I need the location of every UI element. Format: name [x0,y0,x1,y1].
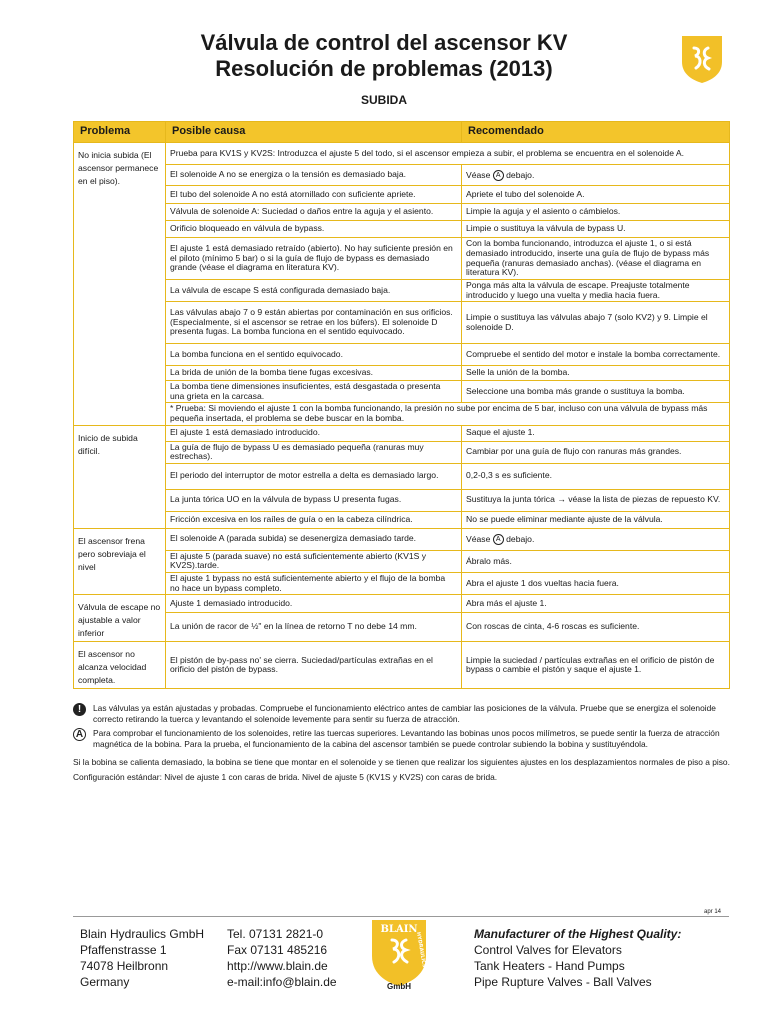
address-line: 74078 Heilbronn [80,959,169,973]
cause-cell: El solenoide A (parada subida) se desenergiza demasiado tarde. [166,528,462,550]
header-posible-causa: Posible causa [166,122,462,143]
blain-logo-icon [368,918,430,992]
logo-side-text: HYDRAULICS [414,931,428,969]
header-recomendado: Recomendado [462,122,730,143]
cause-cell: Orificio bloqueado en válvula de bypass. [166,221,462,238]
coil-heat-note: Si la bobina se calienta demasiado, la bobina se tiene que montar en el solenoide y se tienen que realizar los siguientes ajustes en los desplazamientos normales de piso a piso. [73,757,730,767]
product-line: Pipe Rupture Valves - Ball Valves [474,975,652,989]
footer-divider [73,916,729,917]
recommendation-cell: Ábralo más. [462,550,730,572]
table-row [74,550,730,572]
document-title [0,30,768,82]
table-row [74,280,730,302]
product-line: Tank Heaters - Hand Pumps [474,959,625,973]
cause-cell: El ajuste 5 (parada suave) no está suficientemente abierto (KV1S y KV2S).tarde. [166,550,462,572]
table-row [74,186,730,204]
revision-date: apr 14 [704,909,722,915]
title-line-2: Resolución de problemas (2013) [215,56,553,81]
cause-cell: El ajuste 1 está demasiado introducido. [166,425,462,441]
standard-config-note: Configuración estándar: Nivel de ajuste 1 con caras de brida. Nivel de ajuste 5 (KV1S y KV2S) con caras de brida. [73,771,498,782]
solenoid-note-text: Para comprobar el funcionamiento de los solenoides, retire las tuercas superiores. Levantando las bobinas unos pocos milímetros, se puede sentir la fuerza de atracción magnética de la bobina. Para la prueba, el funcionamiento de la cabina del ascensor también se puede controlar subiendo la bobina y sustituyéndola. [93,728,720,749]
table-row [74,366,730,381]
cause-cell: La bomba funciona en el sentido equivocado. [166,344,462,366]
title-line-1: Válvula de control del ascensor KV [200,30,568,55]
table-row [74,595,730,613]
a-circle-icon: A [73,728,86,741]
recommendation-cell: Limpie la aguja y el asiento o cámbielos. [462,204,730,221]
recommendation-cell: 0,2-0,3 s es suficiente. [462,463,730,489]
recommendation-cell: Seleccione una bomba más grande o sustituya la bomba. [462,381,730,403]
cause-cell: El ajuste 1 bypass no está suficientemente abierto y el flujo de la bomba no hace un bypass completo. [166,572,462,594]
table-row [74,143,730,165]
notes-section [73,703,733,786]
table-row [74,425,730,441]
cause-cell: La junta tórica UO en la válvula de bypass U presenta fugas. [166,489,462,511]
cause-cell: La bomba tiene dimensiones insuficientes, está desgastada o presenta una grieta en la carcasa. [166,381,462,403]
recommendation-cell: Compruebe el sentido del motor e instale la bomba correctamente. [462,344,730,366]
recommendation-cell [462,528,730,550]
recommendation-cell: Con la bomba funcionando, introduzca el ajuste 1, o si está demasiado introducido, inserte una guía de flujo de bypass más pequeña (ranuras demasiado anchas). (véase el diagrama en literatura KV). [462,238,730,280]
problem-cell: Inicio de subida difícil. [74,425,166,528]
footer-products [474,926,681,990]
rec-prefix: Véase [466,169,491,180]
recommendation-cell: No se puede eliminar mediante ajuste de la válvula. [462,511,730,528]
problem-cell: El ascensor no alcanza velocidad completa. [74,642,166,689]
problem-cell: El ascensor frena pero sobreviaja el nivel [74,528,166,594]
troubleshooting-table [73,121,730,689]
fax: Fax 07131 485216 [227,943,328,957]
recommendation-cell: Sustituya la junta tórica → véase la lista de piezas de repuesto KV. [462,489,730,511]
a-circle-icon: A [493,534,504,545]
table-row [74,344,730,366]
cause-cell: Ajuste 1 demasiado introducido. [166,595,462,613]
phone: Tel. 07131 2821-0 [227,927,324,941]
table-header-row [74,122,730,143]
recommendation-cell [462,165,730,186]
recommendation-cell: Apriete el tubo del solenoide A. [462,186,730,204]
cause-cell: La válvula de escape S está configurada demasiado baja. [166,280,462,302]
table-row [74,381,730,403]
recommendation-cell: Saque el ajuste 1. [462,425,730,441]
logo-wordmark: BLAIN [380,924,418,935]
quality-title: Manufacturer of the Highest Quality: [474,927,682,941]
test-note-cell: * Prueba: Si moviendo el ajuste 1 con la bomba funcionando, la presión no sube por encima de 5 bar, incluso con una válvula de bypass más pequeña insertada, el problema se debe buscar en la bomba. [166,403,730,425]
cause-cell: El pistón de by-pass no' se cierra. Suciedad/partículas extrañas en el orificio del pistón de bypass. [166,642,462,689]
cause-cell: El ajuste 1 está demasiado retraído (abierto). No hay suficiente presión en el piloto (mínimo 5 bar) o si la guía de flujo de bypass es demasiado grande (véase el diagrama en literatura KV). [166,238,462,280]
cause-cell: La guía de flujo de bypass U es demasiado pequeña (ranuras muy estrechas). [166,441,462,463]
recommendation-cell: Limpie o sustituya la válvula de bypass U. [462,221,730,238]
a-circle-icon: A [493,170,504,181]
footer-contact [227,926,337,990]
rec-prefix: Véase [466,533,491,544]
cause-cell: Prueba para KV1S y KV2S: Introduzca el ajuste 5 del todo, si el ascensor empieza a subir, el problema se encuentra en el solenoide A. [166,143,730,165]
email-link[interactable]: e-mail:info@blain.de [227,975,337,989]
table-row [74,528,730,550]
solenoid-note [73,728,733,749]
recommendation-cell: Cambiar por una guía de flujo con ranuras más grandes. [462,441,730,463]
section-subtitle: SUBIDA [360,93,407,107]
blain-shield-icon [678,34,726,84]
rec-text: debajo. [506,169,535,180]
exclamation-icon: ! [73,703,86,716]
warning-note-text: Las válvulas ya están ajustadas y probadas. Compruebe el funcionamiento eléctrico antes de cambiar las posiciones de la válvula. Pruebe que se energiza el solenoide correcto retirando la tuerca y levantando el solenoide levemente para sentir su fuerza de atracción. [93,703,716,724]
warning-note [73,703,733,724]
cause-cell: El periodo del interruptor de motor estrella a delta es demasiado largo. [166,463,462,489]
rec-text: debajo. [506,533,535,544]
table-row [74,511,730,528]
table-row [74,403,730,425]
recommendation-cell: Limpie o sustituya las válvulas abajo 7 (solo KV2) y 9. Limpie el solenoide D. [462,302,730,344]
problem-cell: Válvula de escape no ajustable a valor inferior [74,595,166,642]
cause-cell: La unión de racor de ½" en la línea de retorno T no debe 14 mm. [166,612,462,641]
recommendation-cell: Ponga más alta la válvula de escape. Preajuste totalmente introducido y luego una vuelta y media hacia fuera. [462,280,730,302]
table-row [74,572,730,594]
recommendation-cell: Limpie la suciedad / partículas extrañas en el orificio de pistón de bypass o cambie el pistón y saque el ajuste 1. [462,642,730,689]
table-row [74,463,730,489]
recommendation-cell: Abra el ajuste 1 dos vueltas hacia fuera. [462,572,730,594]
cause-cell: El tubo del solenoide A no está atornillado con suficiente apriete. [166,186,462,204]
cause-cell: Fricción excesiva en los raíles de guía o en la cabeza cilíndrica. [166,511,462,528]
table-row [74,221,730,238]
table-row [74,165,730,186]
address-line: Blain Hydraulics GmbH [80,927,205,941]
cause-cell: Válvula de solenoide A: Suciedad o daños entre la aguja y el asiento. [166,204,462,221]
website-link[interactable]: http://www.blain.de [227,959,328,973]
problem-cell: No inicia subida (El ascensor permanece en el piso). [74,143,166,426]
address-line: Germany [80,975,130,989]
table-row [74,204,730,221]
table-row [74,642,730,689]
logo-gmbh: GmbH [387,982,411,991]
table-row [74,612,730,641]
cause-cell: Las válvulas abajo 7 o 9 están abiertas por contaminación en sus orificios. (Especialmente, si el ascensor se retrae en los búfers). El solenoide D presenta fugas. La bomba funciona en el sentido equivocado. [166,302,462,344]
table-row [74,489,730,511]
cause-cell: La brida de unión de la bomba tiene fugas excesivas. [166,366,462,381]
table-row [74,238,730,280]
recommendation-cell: Selle la unión de la bomba. [462,366,730,381]
table-row [74,302,730,344]
address-line: Pfaffenstrasse 1 [80,943,167,957]
footer-address [80,926,204,990]
header-problema: Problema [74,122,166,143]
table-row [74,441,730,463]
recommendation-cell: Con roscas de cinta, 4-6 roscas es suficiente. [462,612,730,641]
product-line: Control Valves for Elevators [474,943,622,957]
cause-cell: El solenoide A no se energiza o la tensión es demasiado baja. [166,165,462,186]
recommendation-cell: Abra más el ajuste 1. [462,595,730,613]
